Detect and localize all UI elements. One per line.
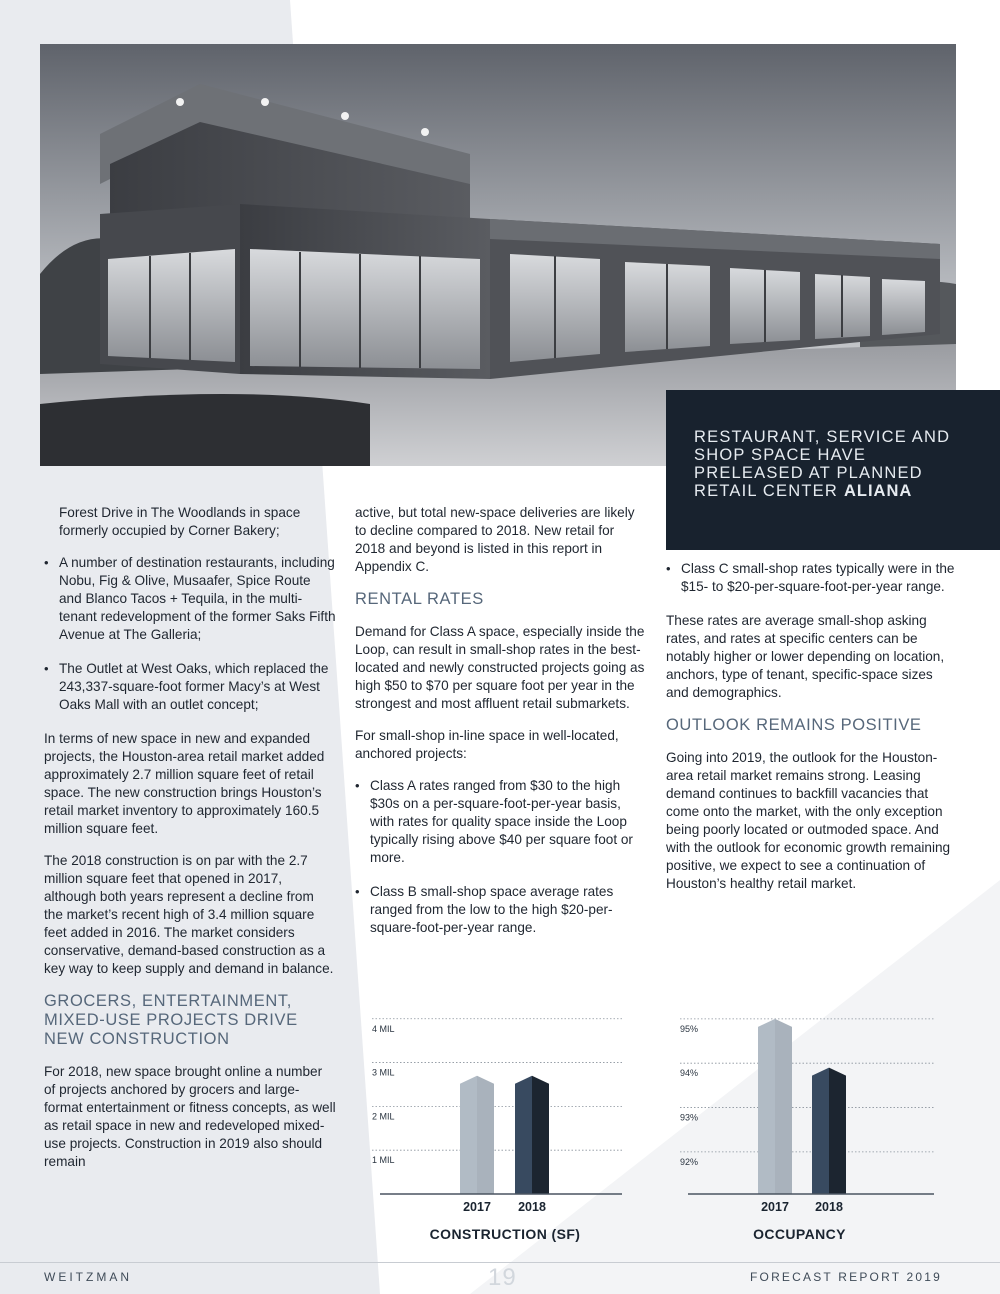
section-heading: GROCERS, ENTERTAINMENT, MIXED-USE PROJECTS DRIVE NEW CONSTRUCTION <box>44 992 298 1048</box>
continued-text: Forest Drive in The Woodlands in space formerly occupied by Corner Bakery; <box>59 505 301 538</box>
list-item: • Class A rates ranged from $30 to the high $30s on a per-square-foot-per-year basis, with rates for quality space inside the Loop typically rising above $40 per square foot or more. <box>370 777 647 867</box>
footer-brand: WEITZMAN <box>44 1270 132 1284</box>
construction-chart-title: CONSTRUCTION (SF) <box>429 1226 581 1242</box>
bar-face-left <box>812 1068 829 1194</box>
caption-box <box>666 390 1000 550</box>
bar-face-right <box>775 1019 792 1194</box>
bullet-list <box>44 554 336 714</box>
paragraph: The 2018 construction is on par with the 2.7 million square feet that opened in 2017, although both years represent a decline from the market’s recent high of 3.4 million square feet added in 2016. The market considers conservative, demand-based construction as a key way to keep supply and demand in balance. <box>44 853 334 976</box>
x-tick-label: 2018 <box>815 1200 843 1214</box>
paragraph: In terms of new space in new and expanded projects, the Houston-area retail market added approximately 2.7 million square feet of retail space. The new construction brings Houston’s retail market inventory to approximately 160.5 million square feet. <box>44 731 325 836</box>
y-tick-label: 95% <box>680 1023 699 1034</box>
paragraph: For small-shop in-line space in well-located, anchored projects: <box>355 728 619 761</box>
y-tick-label: 92% <box>680 1156 699 1167</box>
y-tick-label: 4 MIL <box>372 1023 395 1034</box>
footer-report-title: FORECAST REPORT 2019 <box>750 1270 943 1284</box>
occupancy-chart <box>672 996 962 1246</box>
occupancy-chart-title: OCCUPANCY <box>753 1226 846 1242</box>
bar-2017 <box>460 1076 494 1194</box>
x-tick-label: 2018 <box>518 1200 546 1214</box>
column-3 <box>666 560 958 907</box>
bar-2018 <box>515 1076 549 1194</box>
caption-main: RESTAURANT, SERVICE AND SHOP SPACE HAVE PRELEASED AT PLANNED RETAIL CENTER <box>694 428 951 500</box>
paragraph: For 2018, new space brought online a number of projects anchored by grocers and large-format entertainment or fitness concepts, as well as retail space in new and redeveloped mixed-use projects. Construction in 2019 also should remain <box>44 1064 336 1169</box>
column-1 <box>44 504 336 1185</box>
y-tick-label: 93% <box>680 1112 699 1123</box>
construction-chart <box>360 996 640 1246</box>
bar-face-left <box>515 1076 532 1194</box>
paragraph: These rates are average small-shop asking rates, and rates at specific centers can be notably higher or lower depending on location, anchors, type of tenant, specific-space sizes and demographics. <box>666 613 945 700</box>
bar-face-right <box>532 1076 549 1194</box>
list-item: • Class B small-shop space average rates ranged from the low to the high $20-per-square-foot-per-year range. <box>370 883 647 937</box>
paragraph: Demand for Class A space, especially inside the Loop, can result in small-shop rates in the best-located and newly constructed projects going as high $50 to $70 per square foot per year in the strongest and most affluent retail submarkets. <box>355 624 645 711</box>
y-tick-label: 94% <box>680 1068 699 1079</box>
x-tick-label: 2017 <box>463 1200 491 1214</box>
continued-text: active, but total new-space deliveries are likely to decline compared to 2018. New retail for 2018 and beyond is listed in this report in Appendix C. <box>355 505 635 574</box>
bar-2018 <box>812 1068 846 1194</box>
y-tick-label: 2 MIL <box>372 1111 395 1122</box>
bar-face-right <box>829 1068 846 1194</box>
y-tick-label: 3 MIL <box>372 1067 395 1078</box>
x-tick-label: 2017 <box>761 1200 789 1214</box>
page-number: 19 <box>488 1264 517 1291</box>
bullet-list <box>355 777 647 937</box>
list-item: • A number of destination restaurants, including Nobu, Fig & Olive, Musaafer, Spice Route and Blanco Tacos + Tequila, in the multi-tenant redevelopment of the former Saks Fifth Avenue at The Galleria; <box>59 554 336 644</box>
occupancy-chart-svg <box>672 996 962 1216</box>
list-item: • Class C small-shop rates typically were in the $15- to $20-per-square-foot-per-year range. <box>681 560 958 596</box>
bullet-list <box>666 560 958 596</box>
column-2 <box>355 504 647 953</box>
section-heading: RENTAL RATES <box>355 590 484 608</box>
bar-face-right <box>477 1076 494 1194</box>
bar-2017 <box>758 1019 792 1194</box>
caption-text <box>694 428 980 500</box>
y-tick-label: 1 MIL <box>372 1155 395 1166</box>
list-item: • The Outlet at West Oaks, which replaced the 243,337-square-foot former Macy’s at West Oaks Mall with an outlet concept; <box>59 660 336 714</box>
section-heading: OUTLOOK REMAINS POSITIVE <box>666 716 922 734</box>
bar-face-left <box>460 1076 477 1194</box>
bar-face-left <box>758 1019 775 1194</box>
paragraph: Going into 2019, the outlook for the Houston-area retail market remains strong. Leasing demand continues to backfill vacancies that come onto the market, with the only exception being poorly located or outmoded space. And with the outlook for economic growth remaining positive, we expect to see a continuation of Houston’s healthy retail market. <box>666 750 951 891</box>
construction-chart-svg <box>360 996 640 1216</box>
footer-divider <box>0 1262 1000 1263</box>
caption-highlight: ALIANA <box>843 482 913 500</box>
